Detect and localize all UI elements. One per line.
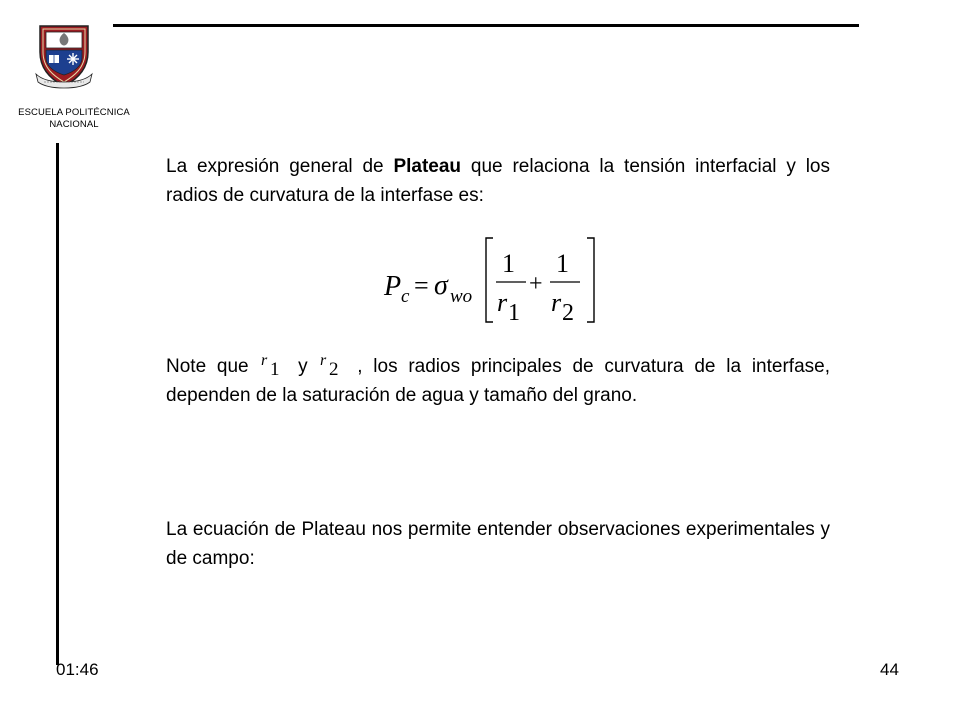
formula-den1-sub: 1: [508, 300, 520, 326]
crest-icon: [34, 22, 94, 90]
var-r2-sub: 2: [329, 359, 339, 376]
formula-den2: r: [551, 288, 562, 317]
formula-sigma-sub: wo: [450, 286, 473, 307]
plateau-formula: [380, 232, 600, 328]
formula-den1: r: [497, 288, 508, 317]
paragraph-plateau-intro: [166, 152, 830, 210]
side-rule: [56, 143, 59, 665]
formula-num1: 1: [502, 249, 515, 278]
page-number: 44: [880, 660, 899, 679]
p1-text-before: La expresión general de: [166, 156, 394, 177]
footer-time: 01:46: [56, 660, 99, 679]
paragraph-plateau-observations: La ecuación de Plateau nos permite entender observaciones experimentales y de campo:: [166, 519, 830, 569]
formula-lhs: P: [384, 271, 402, 302]
top-rule: [113, 24, 859, 27]
p2-text-before: Note que: [166, 356, 260, 377]
p1-bold-term: Plateau: [393, 156, 462, 177]
var-r1-sub: 1: [270, 359, 280, 376]
formula-plus: +: [529, 271, 543, 297]
p1-text-after: que relaciona la tensión interfacial y los radios de curvatura de la interfase es:: [166, 156, 830, 206]
formula-den2-sub: 2: [562, 300, 574, 326]
var-r2-main: r: [320, 352, 327, 369]
formula-right-bracket: [587, 238, 594, 322]
inline-var-r2: [318, 352, 346, 376]
formula-num2: 1: [556, 249, 569, 278]
paragraph-note-radii: [166, 352, 830, 410]
institution-line2: NACIONAL: [49, 119, 99, 130]
p2-text-mid: y: [287, 356, 319, 377]
formula-equals: =: [414, 271, 429, 300]
institution-line1: ESCUELA POLITÉCNICA: [18, 107, 130, 118]
formula-left-bracket: [486, 238, 493, 322]
var-r1-main: r: [261, 352, 268, 369]
formula-lhs-sub: c: [401, 286, 410, 307]
inline-var-r1: [259, 352, 287, 376]
institution-name: [0, 107, 148, 131]
formula-sigma: σ: [434, 270, 448, 301]
p2-text-after: , los radios principales de curvatura de la interfase, dependen de la saturación de agua y tamaño del grano.: [166, 356, 830, 406]
